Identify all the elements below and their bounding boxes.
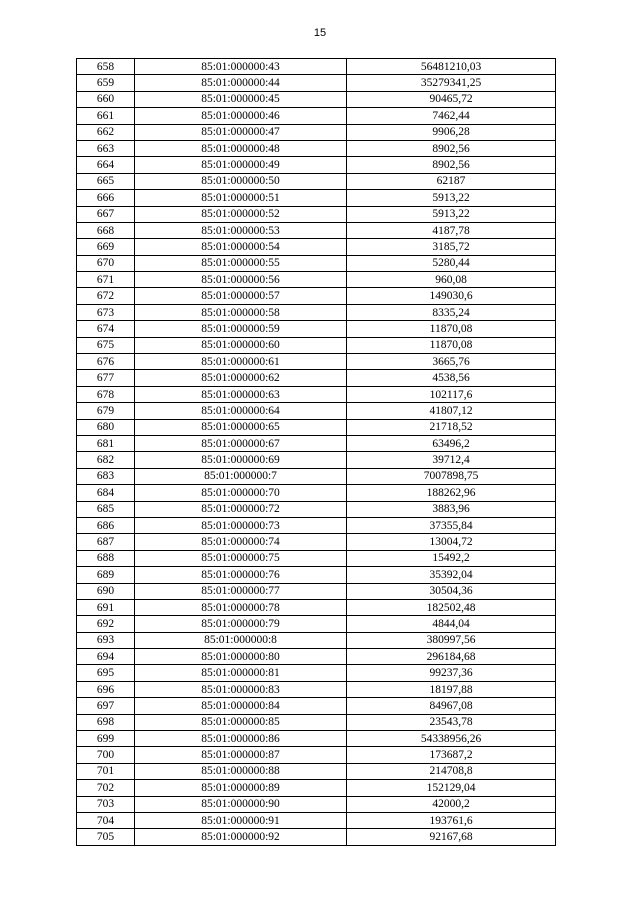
table-row <box>77 731 556 747</box>
cadastral-value-cell: 30504,36 <box>347 583 556 599</box>
table-row <box>77 550 556 566</box>
cadastral-number-cell: 85:01:000000:55 <box>135 255 347 271</box>
table-row <box>77 567 556 583</box>
table-row <box>77 59 556 75</box>
row-number-cell: 700 <box>77 747 135 763</box>
table-row <box>77 222 556 238</box>
cadastral-number-cell: 85:01:000000:84 <box>135 698 347 714</box>
row-number-cell: 676 <box>77 354 135 370</box>
row-number-cell: 666 <box>77 190 135 206</box>
cadastral-number-cell: 85:01:000000:91 <box>135 812 347 828</box>
cadastral-number-cell: 85:01:000000:47 <box>135 124 347 140</box>
cadastral-value-cell: 7462,44 <box>347 108 556 124</box>
cadastral-value-cell: 188262,96 <box>347 485 556 501</box>
cadastral-value-cell: 42000,2 <box>347 796 556 812</box>
cadastral-number-cell: 85:01:000000:64 <box>135 403 347 419</box>
table-row <box>77 829 556 845</box>
cadastral-value-cell: 8902,56 <box>347 157 556 173</box>
cadastral-number-cell: 85:01:000000:70 <box>135 485 347 501</box>
cadastral-number-cell: 85:01:000000:54 <box>135 239 347 255</box>
table-row <box>77 288 556 304</box>
row-number-cell: 663 <box>77 140 135 156</box>
cadastral-value-cell: 35279341,25 <box>347 75 556 91</box>
row-number-cell: 681 <box>77 435 135 451</box>
cadastral-number-cell: 85:01:000000:61 <box>135 354 347 370</box>
cadastral-value-cell: 8335,24 <box>347 304 556 320</box>
cadastral-number-cell: 85:01:000000:51 <box>135 190 347 206</box>
table-row <box>77 747 556 763</box>
table-row <box>77 665 556 681</box>
cadastral-number-cell: 85:01:000000:7 <box>135 468 347 484</box>
row-number-cell: 697 <box>77 698 135 714</box>
row-number-cell: 685 <box>77 501 135 517</box>
table-row <box>77 206 556 222</box>
row-number-cell: 668 <box>77 222 135 238</box>
cadastral-value-cell: 37355,84 <box>347 517 556 533</box>
cadastral-value-cell: 182502,48 <box>347 599 556 615</box>
cadastral-number-cell: 85:01:000000:65 <box>135 419 347 435</box>
table-row <box>77 173 556 189</box>
table-row <box>77 190 556 206</box>
table-row <box>77 649 556 665</box>
table-row <box>77 255 556 271</box>
cadastral-value-cell: 214708,8 <box>347 763 556 779</box>
cadastral-value-cell: 9906,28 <box>347 124 556 140</box>
cadastral-number-cell: 85:01:000000:60 <box>135 337 347 353</box>
cadastral-value-cell: 90465,72 <box>347 91 556 107</box>
row-number-cell: 675 <box>77 337 135 353</box>
row-number-cell: 667 <box>77 206 135 222</box>
row-number-cell: 682 <box>77 452 135 468</box>
table-row <box>77 763 556 779</box>
cadastral-number-cell: 85:01:000000:62 <box>135 370 347 386</box>
row-number-cell: 662 <box>77 124 135 140</box>
row-number-cell: 694 <box>77 649 135 665</box>
row-number-cell: 664 <box>77 157 135 173</box>
cadastral-value-cell: 84967,08 <box>347 698 556 714</box>
table-row <box>77 714 556 730</box>
cadastral-number-cell: 85:01:000000:90 <box>135 796 347 812</box>
cadastral-number-cell: 85:01:000000:92 <box>135 829 347 845</box>
cadastral-number-cell: 85:01:000000:45 <box>135 91 347 107</box>
row-number-cell: 698 <box>77 714 135 730</box>
cadastral-number-cell: 85:01:000000:43 <box>135 59 347 75</box>
row-number-cell: 678 <box>77 386 135 402</box>
table-row <box>77 419 556 435</box>
cadastral-value-cell: 193761,6 <box>347 812 556 828</box>
cadastral-number-cell: 85:01:000000:83 <box>135 681 347 697</box>
cadastral-number-cell: 85:01:000000:48 <box>135 140 347 156</box>
cadastral-number-cell: 85:01:000000:87 <box>135 747 347 763</box>
table-row <box>77 239 556 255</box>
cadastral-number-cell: 85:01:000000:56 <box>135 272 347 288</box>
cadastral-number-cell: 85:01:000000:69 <box>135 452 347 468</box>
row-number-cell: 704 <box>77 812 135 828</box>
row-number-cell: 702 <box>77 780 135 796</box>
cadastral-value-cell: 15492,2 <box>347 550 556 566</box>
row-number-cell: 670 <box>77 255 135 271</box>
row-number-cell: 696 <box>77 681 135 697</box>
table-row <box>77 403 556 419</box>
row-number-cell: 705 <box>77 829 135 845</box>
table-row <box>77 698 556 714</box>
cadastral-value-cell: 54338956,26 <box>347 731 556 747</box>
table-row <box>77 534 556 550</box>
row-number-cell: 677 <box>77 370 135 386</box>
cadastral-number-cell: 85:01:000000:46 <box>135 108 347 124</box>
table-row <box>77 370 556 386</box>
table-row <box>77 616 556 632</box>
table-row <box>77 599 556 615</box>
row-number-cell: 665 <box>77 173 135 189</box>
table-row <box>77 304 556 320</box>
cadastral-value-cell: 63496,2 <box>347 435 556 451</box>
cadastral-number-cell: 85:01:000000:74 <box>135 534 347 550</box>
cadastral-value-cell: 11870,08 <box>347 321 556 337</box>
cadastral-value-cell: 5913,22 <box>347 206 556 222</box>
row-number-cell: 699 <box>77 731 135 747</box>
cadastral-number-cell: 85:01:000000:75 <box>135 550 347 566</box>
cadastral-number-cell: 85:01:000000:88 <box>135 763 347 779</box>
row-number-cell: 684 <box>77 485 135 501</box>
cadastral-value-table <box>76 58 556 846</box>
cadastral-value-cell: 35392,04 <box>347 567 556 583</box>
cadastral-number-cell: 85:01:000000:77 <box>135 583 347 599</box>
cadastral-value-cell: 7007898,75 <box>347 468 556 484</box>
table-row <box>77 812 556 828</box>
table-row <box>77 272 556 288</box>
row-number-cell: 683 <box>77 468 135 484</box>
cadastral-value-cell: 41807,12 <box>347 403 556 419</box>
cadastral-value-cell: 18197,88 <box>347 681 556 697</box>
page-number: 15 <box>313 27 327 39</box>
cadastral-value-cell: 3883,96 <box>347 501 556 517</box>
cadastral-number-cell: 85:01:000000:63 <box>135 386 347 402</box>
cadastral-value-cell: 149030,6 <box>347 288 556 304</box>
table-row <box>77 517 556 533</box>
cadastral-value-cell: 99237,36 <box>347 665 556 681</box>
row-number-cell: 672 <box>77 288 135 304</box>
cadastral-number-cell: 85:01:000000:59 <box>135 321 347 337</box>
cadastral-value-cell: 173687,2 <box>347 747 556 763</box>
cadastral-value-cell: 11870,08 <box>347 337 556 353</box>
row-number-cell: 680 <box>77 419 135 435</box>
cadastral-value-cell: 296184,68 <box>347 649 556 665</box>
cadastral-number-cell: 85:01:000000:52 <box>135 206 347 222</box>
cadastral-value-cell: 39712,4 <box>347 452 556 468</box>
cadastral-value-cell: 152129,04 <box>347 780 556 796</box>
cadastral-number-cell: 85:01:000000:78 <box>135 599 347 615</box>
cadastral-value-cell: 62187 <box>347 173 556 189</box>
table-row <box>77 583 556 599</box>
table-row <box>77 354 556 370</box>
table-row <box>77 780 556 796</box>
cadastral-value-cell: 3665,76 <box>347 354 556 370</box>
row-number-cell: 689 <box>77 567 135 583</box>
cadastral-number-cell: 85:01:000000:86 <box>135 731 347 747</box>
cadastral-value-cell: 56481210,03 <box>347 59 556 75</box>
table-row <box>77 681 556 697</box>
row-number-cell: 671 <box>77 272 135 288</box>
cadastral-value-cell: 13004,72 <box>347 534 556 550</box>
cadastral-value-cell: 5913,22 <box>347 190 556 206</box>
row-number-cell: 691 <box>77 599 135 615</box>
row-number-cell: 686 <box>77 517 135 533</box>
table-row <box>77 75 556 91</box>
cadastral-value-cell: 23543,78 <box>347 714 556 730</box>
row-number-cell: 661 <box>77 108 135 124</box>
row-number-cell: 660 <box>77 91 135 107</box>
table-row <box>77 501 556 517</box>
table-row <box>77 485 556 501</box>
row-number-cell: 690 <box>77 583 135 599</box>
cadastral-value-cell: 102117,6 <box>347 386 556 402</box>
cadastral-number-cell: 85:01:000000:72 <box>135 501 347 517</box>
table-row <box>77 386 556 402</box>
cadastral-value-cell: 4538,56 <box>347 370 556 386</box>
cadastral-value-cell: 5280,44 <box>347 255 556 271</box>
row-number-cell: 692 <box>77 616 135 632</box>
cadastral-number-cell: 85:01:000000:58 <box>135 304 347 320</box>
row-number-cell: 687 <box>77 534 135 550</box>
cadastral-number-cell: 85:01:000000:49 <box>135 157 347 173</box>
cadastral-value-cell: 4844,04 <box>347 616 556 632</box>
table-row <box>77 796 556 812</box>
cadastral-value-cell: 21718,52 <box>347 419 556 435</box>
cadastral-number-cell: 85:01:000000:50 <box>135 173 347 189</box>
cadastral-number-cell: 85:01:000000:79 <box>135 616 347 632</box>
table-row <box>77 452 556 468</box>
row-number-cell: 658 <box>77 59 135 75</box>
table-row <box>77 337 556 353</box>
cadastral-value-cell: 3185,72 <box>347 239 556 255</box>
row-number-cell: 688 <box>77 550 135 566</box>
row-number-cell: 693 <box>77 632 135 648</box>
table-row <box>77 157 556 173</box>
row-number-cell: 703 <box>77 796 135 812</box>
table-row <box>77 108 556 124</box>
row-number-cell: 674 <box>77 321 135 337</box>
cadastral-number-cell: 85:01:000000:44 <box>135 75 347 91</box>
row-number-cell: 679 <box>77 403 135 419</box>
row-number-cell: 659 <box>77 75 135 91</box>
row-number-cell: 701 <box>77 763 135 779</box>
cadastral-number-cell: 85:01:000000:73 <box>135 517 347 533</box>
cadastral-number-cell: 85:01:000000:57 <box>135 288 347 304</box>
table-row <box>77 91 556 107</box>
cadastral-value-cell: 380997,56 <box>347 632 556 648</box>
cadastral-number-cell: 85:01:000000:8 <box>135 632 347 648</box>
table-row <box>77 140 556 156</box>
table-body <box>77 59 556 846</box>
row-number-cell: 673 <box>77 304 135 320</box>
cadastral-number-cell: 85:01:000000:89 <box>135 780 347 796</box>
table-row <box>77 321 556 337</box>
cadastral-number-cell: 85:01:000000:81 <box>135 665 347 681</box>
cadastral-number-cell: 85:01:000000:85 <box>135 714 347 730</box>
cadastral-number-cell: 85:01:000000:53 <box>135 222 347 238</box>
table-row <box>77 468 556 484</box>
table-row <box>77 124 556 140</box>
table-row <box>77 632 556 648</box>
cadastral-number-cell: 85:01:000000:76 <box>135 567 347 583</box>
cadastral-value-cell: 4187,78 <box>347 222 556 238</box>
cadastral-value-cell: 960,08 <box>347 272 556 288</box>
cadastral-value-cell: 8902,56 <box>347 140 556 156</box>
cadastral-value-cell: 92167,68 <box>347 829 556 845</box>
cadastral-number-cell: 85:01:000000:67 <box>135 435 347 451</box>
row-number-cell: 669 <box>77 239 135 255</box>
cadastral-number-cell: 85:01:000000:80 <box>135 649 347 665</box>
table-row <box>77 435 556 451</box>
row-number-cell: 695 <box>77 665 135 681</box>
